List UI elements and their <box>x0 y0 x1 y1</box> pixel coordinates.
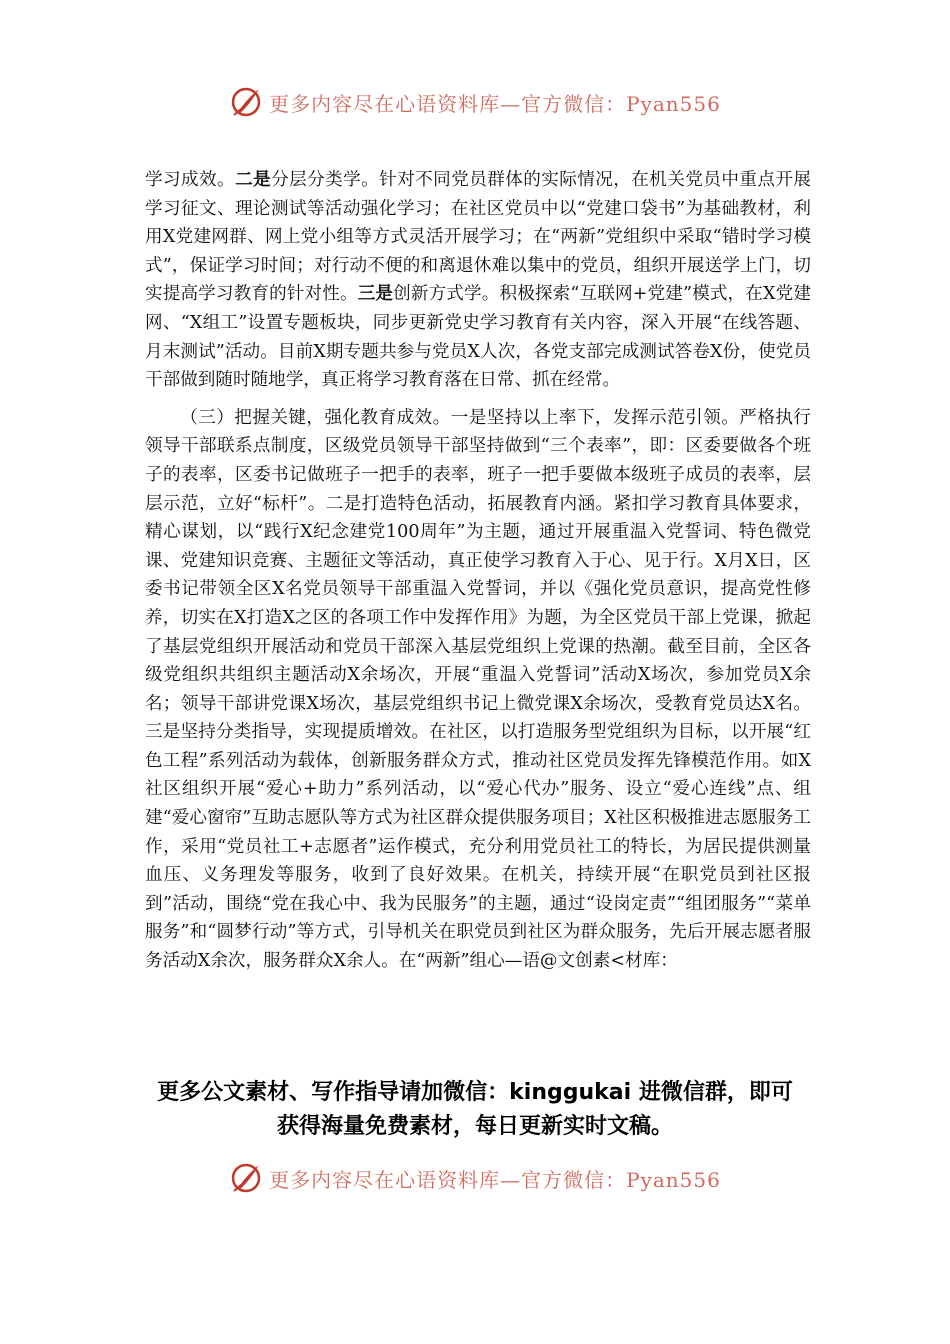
document-body <box>145 166 811 985</box>
promo-line-1: 更多公文素材、写作指导请加微信：kinggukai 进微信群，即可 <box>157 1080 793 1105</box>
promo-line-2: 获得海量免费素材，每日更新实时文稿。 <box>276 1114 673 1139</box>
footer-banner-text: 更多内容尽在心语资料库—官方微信：Pyan556 <box>269 1167 721 1192</box>
quill-logo-icon <box>229 85 263 119</box>
header-banner-text: 更多内容尽在心语资料库—官方微信：Pyan556 <box>269 91 721 116</box>
header-banner <box>0 80 950 124</box>
footer-banner <box>0 1156 950 1200</box>
quill-logo-icon <box>229 1161 263 1195</box>
promo-notice <box>120 1076 830 1144</box>
paragraph-2: （三）把握关键，强化教育成效。一是坚持以上率下，发挥示范引领。严格执行领导干部联系点制度，区级党员领导干部坚持做到“三个表率”，即：区委要做各个班子的表率，区委书记做班子一把手的表率，班子一把手要做本级班子成员的表率，层层示范，立好“标杆”。二是打造特色活动，拓展教育内涵。紧扣学习教育具体要求，精心谋划，以“践行X纪念建党100周年”为主题，通过开展重温入党誓词、特色微党课、党建知识竞赛、主题征文等活动，真正使学习教育入于心、见于行。X月X日，区委书记带领全区X名党员领导干部重温入党誓词，并以《强化党员意识，提高党性修养，切实在X打造X之区的各项工作中发挥作用》为题，为全区党员干部上党课，掀起了基层党组织开展活动和党员干部深入基层党组织上党课的热潮。截至目前，全区各级党组织共组织主题活动X余场次，开展“重温入党誓词”活动X场次，参加党员X余名；领导干部讲党课X场次，基层党组织书记上微党课X余场次，受教育党员达X名。三是坚持分类指导，实现提质增效。在社区，以打造服务型党组织为目标，以开展“红色工程”系列活动为载体，创新服务群众方式，推动社区党员发挥先锋模范作用。如X社区组织开展“爱心+助力”系列活动，以“爱心代办”服务、设立“爱心连线”点、组建“爱心窗帘”互助志愿队等方式为社区群众提供服务项目；X社区积极推进志愿服务工作，采用“党员社工+志愿者”运作模式，充分利用党员社工的特长，为居民提供测量血压、义务理发等服务，收到了良好效果。在机关，持续开展“在职党员到社区报到”活动，围绕“党在我心中、我为民服务”的主题，通过“设岗定责”“组团服务”“菜单服务”和“圆梦行动”等方式，引导机关在职党员到社区为群众服务，先后开展志愿者服务活动X余次，服务群众X余人。在“两新”组心—语@文创素<材库： <box>145 407 811 972</box>
paragraph-1: 学习成效。二是分层分类学。针对不同党员群体的实际情况，在机关党员中重点开展学习征文、理论测试等活动强化学习；在社区党员中以“党建口袋书”为基础教材，利用X党建网群、网上党小组等方式灵活开展学习；在“两新”党组织中采取“错时学习模式”，保证学习时间；对行动不便的和离退休难以集中的党员，组织开展送学上门，切实提高学习教育的针对性。三是创新方式学。积极探索“互联网+党建”模式，在X党建网、“X组工”设置专题板块，同步更新党史学习教育有关内容，深入开展“在线答题、月末测试”活动。目前X期专题共参与党员X人次，各党支部完成测试答卷X份，使党员干部做到随时随地学，真正将学习教育落在日常、抓在经常。 <box>145 169 811 391</box>
